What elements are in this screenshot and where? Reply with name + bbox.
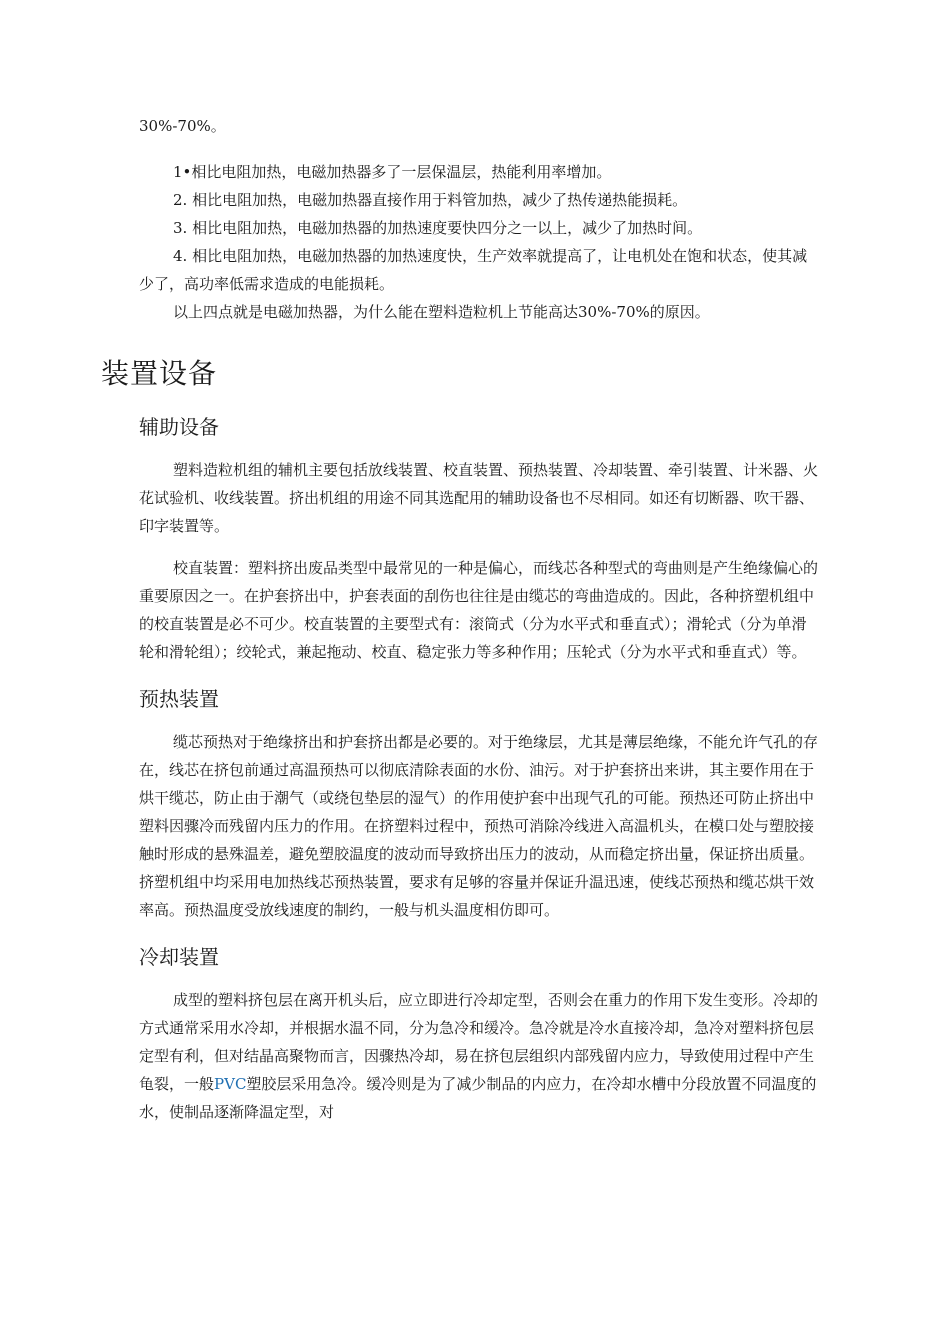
- preheat-paragraph: 缆芯预热对于绝缘挤出和护套挤出都是必要的。对于绝缘层，尤其是薄层绝缘，不能允许气孔的存在，线芯在挤包前通过高温预热可以彻底清除表面的水份、油污。对于护套挤出来讲，其主要作用在于烘干缆芯，防止由于潮气（或绕包垫层的湿气）的作用使护套中出现气孔的可能。预热还可防止挤出中塑料因骤冷而残留内压力的作用。在挤塑料过程中，预热可消除冷线进入高温机头，在模口处与塑胶接触时形成的悬殊温差，避免塑胶温度的波动而导致挤出压力的波动，从而稳定挤出量，保证挤出质量。挤塑机组中均采用电加热线芯预热装置，要求有足够的容量并保证升温迅速，使线芯预热和缆芯烘干效率高。预热温度受放线速度的制约，一般与机头温度相仿即可。: [139, 733, 819, 919]
- list-item: 2. 相比电阻加热，电磁加热器直接作用于料管加热，减少了热传递热能损耗。: [173, 191, 688, 209]
- subsection-heading-aux: 辅助设备: [139, 415, 219, 439]
- list-item: 1•相比电阻加热，电磁加热器多了一层保温层，热能利用率增加。: [173, 163, 612, 181]
- subsection-heading-cooling: 冷却装置: [139, 945, 219, 969]
- cooling-text-part2: 塑胶层采用急冷。缓冷则是为了减少制品的内应力，在冷却水槽中分段放置不同温度的水，使制品逐渐降温定型，对: [139, 1075, 817, 1121]
- cooling-paragraph: [139, 986, 819, 1126]
- subsection-heading-preheat: 预热装置: [139, 687, 219, 711]
- continued-text: 30%-70%。: [139, 117, 226, 135]
- page-content: [101, 112, 819, 1126]
- straightening-paragraph: 校直装置：塑料挤出废品类型中最常见的一种是偏心，而线芯各种型式的弯曲则是产生绝缘偏心的重要原因之一。在护套挤出中，护套表面的刮伤也往往是由缆芯的弯曲造成的。因此，各种挤塑机组中的校直装置是必不可少。校直装置的主要型式有：滚筒式（分为水平式和垂直式）；滑轮式（分为单滑轮和滑轮组）；绞轮式，兼起拖动、校直、稳定张力等多种作用；压轮式（分为水平式和垂直式）等。: [139, 559, 819, 661]
- advantages-list: [139, 158, 819, 298]
- pvc-term: PVC: [214, 1075, 247, 1093]
- cooling-text-part1: 成型的塑料挤包层在离开机头后，应立即进行冷却定型，否则会在重力的作用下发生变形。冷却的方式通常采用水冷却，并根据水温不同，分为急冷和缓冷。急冷就是冷水直接冷却，急冷对塑料挤包层定型有利，但对结晶高聚物而言，因骤热冷却，易在挤包层组织内部残留内应力，导致使用过程中产生龟裂，一般: [139, 991, 819, 1093]
- summary-paragraph: 以上四点就是电磁加热器，为什么能在塑料造粒机上节能高达30%-70%的原因。: [173, 303, 710, 321]
- aux-paragraph: 塑料造粒机组的辅机主要包括放线装置、校直装置、预热装置、冷却装置、牵引装置、计米器、火花试验机、收线装置。挤出机组的用途不同其选配用的辅助设备也不尽相同。如还有切断器、吹干器、印字装置等。: [139, 461, 819, 535]
- section-title: 装置设备: [101, 357, 218, 390]
- list-item: 4. 相比电阻加热，电磁加热器的加热速度快，生产效率就提高了，让电机处在饱和状态，使其减少了，高功率低需求造成的电能损耗。: [139, 247, 808, 293]
- list-item: 3. 相比电阻加热，电磁加热器的加热速度要快四分之一以上，减少了加热时间。: [173, 219, 703, 237]
